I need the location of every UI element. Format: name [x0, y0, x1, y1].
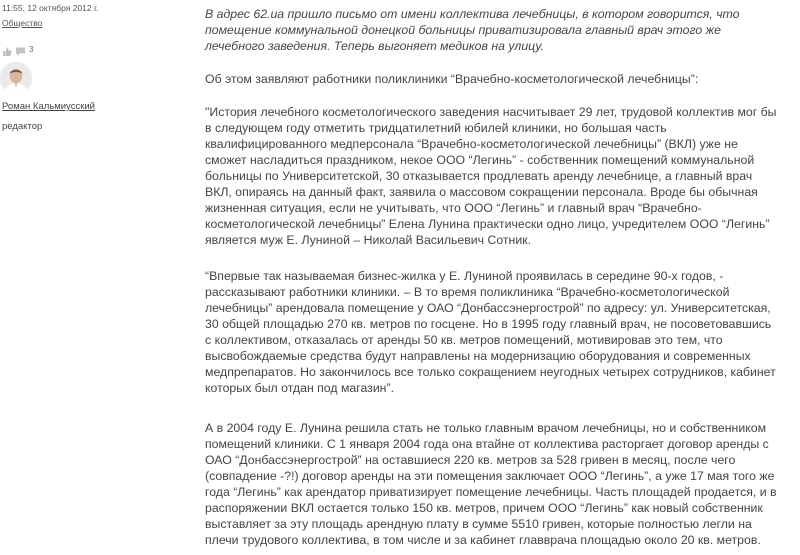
avatar[interactable]	[0, 62, 32, 94]
author-name-link[interactable]: Роман Кальмиусский	[2, 101, 95, 112]
article-paragraph: А в 2004 году Е. Лунина решила стать не только главным врачом лечебницы, но и собственником помещений клиники. С 1 января 2004 года она втайне от коллектива расторгает договор аренды с ОАО “Донбассэнергострой” на оставшиеся 220 кв. метров за 528 гривен в месяц, после чего (совпадение -?!) договор аренды на эти помещения заключает ООО “Легинь”, а уже 17 мая того же года “Легинь” как арендатор приватизирует помещение лечебницы. Часть площадей продается, и в распоряжении ВКЛ остается только 150 кв. метров, причем ООО “Легинь” как новый собственник выставляет за эту площадь арендную плату в сумме 5510 гривен, которые полностью легли на плечи трудового коллектива, в том числе и за кабинет главврача площадью около 20 кв. метров.	[205, 421, 777, 547]
category-link[interactable]: Общество	[2, 18, 43, 28]
thumbs-up-icon[interactable]	[2, 44, 12, 55]
publish-datetime: 11:55, 12 октября 2012 г.	[2, 3, 99, 13]
comment-icon[interactable]	[15, 44, 25, 55]
article-lead: В адрес 62.ua пришло письмо от имени коллектива лечебницы, в котором говорится, что помещение коммунальной донецкой больницы приватизировала главный врач этого же лечебного заведения. Теперь выгоняет медиков на улицу.	[205, 7, 740, 53]
article-paragraph: "История лечебного косметологического заведения насчитывает 29 лет, трудовой коллектив мог бы в следующем году отметить тридцатилетний юбилей клиники, но большая часть квалифицированного медперсонала “Врачебно-косметологической лечебницы” (ВКЛ) уже не сможет насладиться праздником, некое ООО “Легинь” - собственник помещений коммунальной больницы по Университетской, 30 отказывается продлевать аренду лечебнице, а главный врач ВКЛ, опираясь на данный факт, заявила о массовом сокращении персонала. Вроде бы обычная жизненная ситуация, если не учитывать, что ООО “Легинь” и главный врач “Врачебно-косметологической лечебницы” Елена Лунина практически одно лицо, учредителем ООО “Легинь” является муж Е. Луниной – Николай Васильевич Сотник.	[205, 105, 777, 247]
article-paragraph: “Впервые так называемая бизнес-жилка у Е. Луниной проявилась в середине 90-х годов, - рассказывают работники клиники. – В то время поликлиника “Врачебно-косметологической лечебницы” арендовала помещение у ОАО “Донбассэнергострой” по адресу: ул. Университетская, 30 общей площадью 270 кв. метров по госцене. Но в 1995 году главный врач, не посоветовавшись с коллективом, отказалась от аренды 50 кв. метров помещений, мотивировав это тем, что высвобождаемые средства будут направлены на модернизацию оборудования и современных медпрепаратов. Но закончилось все только сокращением неугодных четырех сотрудников, кабинет которых был отдан под магазин”.	[205, 269, 776, 395]
reactions-bar	[2, 42, 33, 56]
reaction-count: 3	[29, 44, 34, 54]
article-paragraph: Об этом заявляют работники поликлиники “Врачебно-косметологической лечебницы”:	[205, 72, 699, 86]
author-role: редактор	[2, 121, 43, 132]
